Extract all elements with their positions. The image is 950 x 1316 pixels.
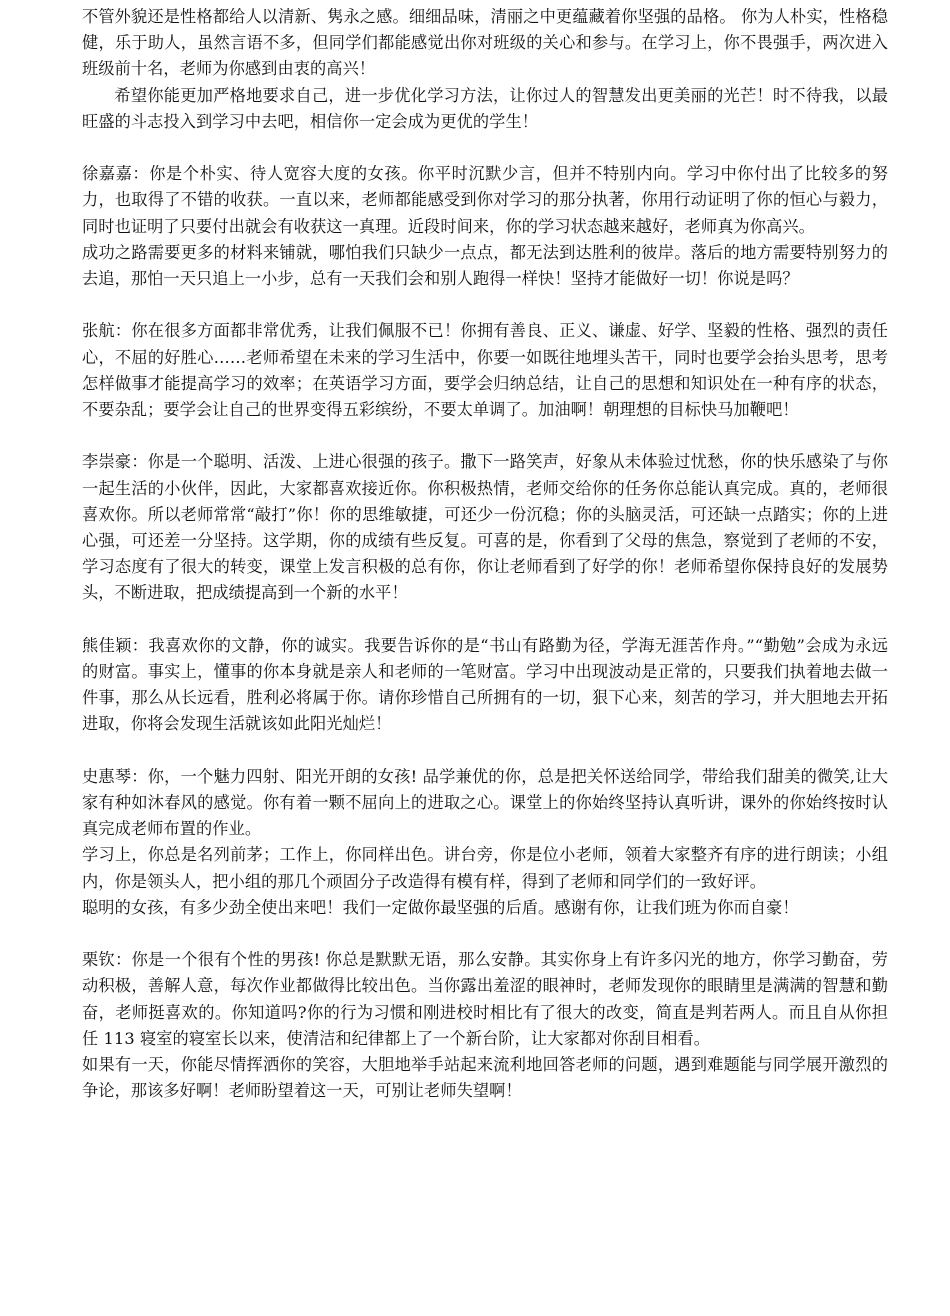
comment-paragraph: 聪明的女孩，有多少劲全使出来吧！我们一定做你最坚强的后盾。感谢有你，让我们班为你而自豪！ — [82, 897, 799, 917]
comment-paragraph: 学习上，你总是名列前茅；工作上，你同样出色。讲台旁，你是位小老师，领着大家整齐有序的进行朗读；小组内，你是领头人，把小组的那几个顽固分子改造得有模有样，得到了老师和同学们的一致好评。 — [82, 845, 888, 891]
comment-block-li-qin — [82, 947, 888, 1104]
comment-paragraph: 熊佳颖：我喜欢你的文静，你的诚实。我要告诉你的是“书山有路勤为径，学海无涯苦作舟。”“勤勉”会成为永远的财富。事实上，懂事的你本身就是亲人和老师的一笔财富。学习中出现波动是正常的，只要我们执着地去做一件事，那么从长远看，胜利必将属于你。请你珍惜自己所拥有的一切，狠下心来，刻苦的学习，并大胆地去开拓进取，你将会发现生活就该如此阳光灿烂！ — [82, 635, 888, 734]
comment-paragraph: 李崇豪：你是一个聪明、活泼、上进心很强的孩子。撒下一路笑声，好象从未体验过忧愁，你的快乐感染了与你一起生活的小伙伴，因此，大家都喜欢接近你。你积极热情，老师交给你的任务你总能认真完成。真的，老师很喜欢你。所以老师常常“敲打”你！你的思维敏捷，可还少一份沉稳；你的头脑灵活，可还缺一点踏实；你的上进心强，可还差一分坚持。这学期，你的成绩有些反复。可喜的是，你看到了父母的焦急，察觉到了老师的不安，学习态度有了很大的转变，课堂上发言积极的总有你，你让老师看到了好学的你！老师希望你保持良好的发展势头，不断进取，把成绩提高到一个新的水平！ — [82, 452, 888, 603]
comment-paragraph: 史惠琴：你，一个魅力四射、阳光开朗的女孩! 品学兼优的你，总是把关怀送给同学，带给我们甜美的微笑,让大家有种如沐春风的感觉。你有着一颗不屈向上的进取之心。课堂上的你始终坚持认真听讲，课外的你始终按时认真完成老师布置的作业。 — [82, 766, 888, 839]
comment-paragraph: 如果有一天，你能尽情挥洒你的笑容，大胆地举手站起来流利地回答老师的问题，遇到难题能与同学展开激烈的争论，那该多好啊！老师盼望着这一天，可别让老师失望啊！ — [82, 1055, 888, 1101]
paragraph-gap — [82, 921, 888, 947]
paragraph-gap — [82, 607, 888, 633]
comment-block-zhang-hang — [82, 318, 888, 423]
comment-paragraph: 栗钦：你是一个很有个性的男孩! 你总是默默无语，那么安静。其实你身上有许多闪光的地方，你学习勤奋，劳动积极，善解人意，每次作业都做得比较出色。当你露出羞涩的眼神时，老师发现你的眼睛里是满满的智慧和勤奋，老师挺喜欢的。你知道吗?你的行为习惯和刚进校时相比有了很大的改变，简直是判若两人。而且自从你担任 113 寝室的寝室长以来，使清洁和纪律都上了一个新台阶，让大家都对你刮目相看。 — [82, 950, 888, 1048]
paragraph-gap — [82, 135, 888, 161]
comment-block-xiong-jiaying — [82, 633, 888, 738]
paragraph-gap — [82, 292, 888, 318]
comment-paragraph: 张航：你在很多方面都非常优秀，让我们佩服不已！你拥有善良、正义、谦虚、好学、坚毅的性格、强烈的责任心，不屈的好胜心……老师希望在未来的学习生活中，你要一如既往地埋头苦干，同时也要学会抬头思考，思考怎样做事才能提高学习的效率；在英语学习方面，要学会归纳总结，让自己的思想和知识处在一种有序的状态，不要杂乱；要学会让自己的世界变得五彩缤纷，不要太单调了。加油啊！朝理想的目标快马加鞭吧！ — [82, 321, 888, 420]
comment-block-li-chonghao — [82, 449, 888, 606]
comment-paragraph: 希望你能更加严格地要求自己，进一步优化学习方法，让你过人的智慧发出更美丽的光芒！时不待我，以最旺盛的斗志投入到学习中去吧，相信你一定会成为更优的学生！ — [82, 85, 888, 131]
document-page — [82, 0, 888, 1104]
comment-paragraph: 成功之路需要更多的材料来铺就，哪怕我们只缺少一点点，都无法到达胜利的彼岸。落后的地方需要特别努力的去追，那怕一天只追上一小步，总有一天我们会和别人跑得一样快！坚持才能做好一切！你说是吗？ — [82, 242, 888, 289]
comment-paragraph: 不管外貌还是性格都给人以清新、隽永之感。细细品味，清丽之中更蕴藏着你坚强的品格。 你为人朴实，性格稳健，乐于助人，虽然言语不多，但同学们都能感觉出你对班级的关心和参与。在学习上，你不畏强手，两次进入班级前十名，老师为你感到由衷的高兴！ — [82, 7, 888, 79]
comment-block-intro — [82, 4, 888, 135]
comment-paragraph: 徐嘉嘉：你是个朴实、待人宽容大度的女孩。你平时沉默少言，但并不特别内向。学习中你付出了比较多的努力，也取得了不错的收获。一直以来，老师都能感受到你对学习的那分执著，你用行动证明了你的恒心与毅力，同时也证明了只要付出就会有收获这一真理。近段时间来，你的学习状态越来越好，老师真为你高兴。 — [82, 164, 888, 236]
paragraph-gap — [82, 423, 888, 449]
comment-block-shi-huiqin — [82, 764, 888, 921]
paragraph-gap — [82, 738, 888, 764]
comment-block-xu-jiajia — [82, 161, 888, 292]
